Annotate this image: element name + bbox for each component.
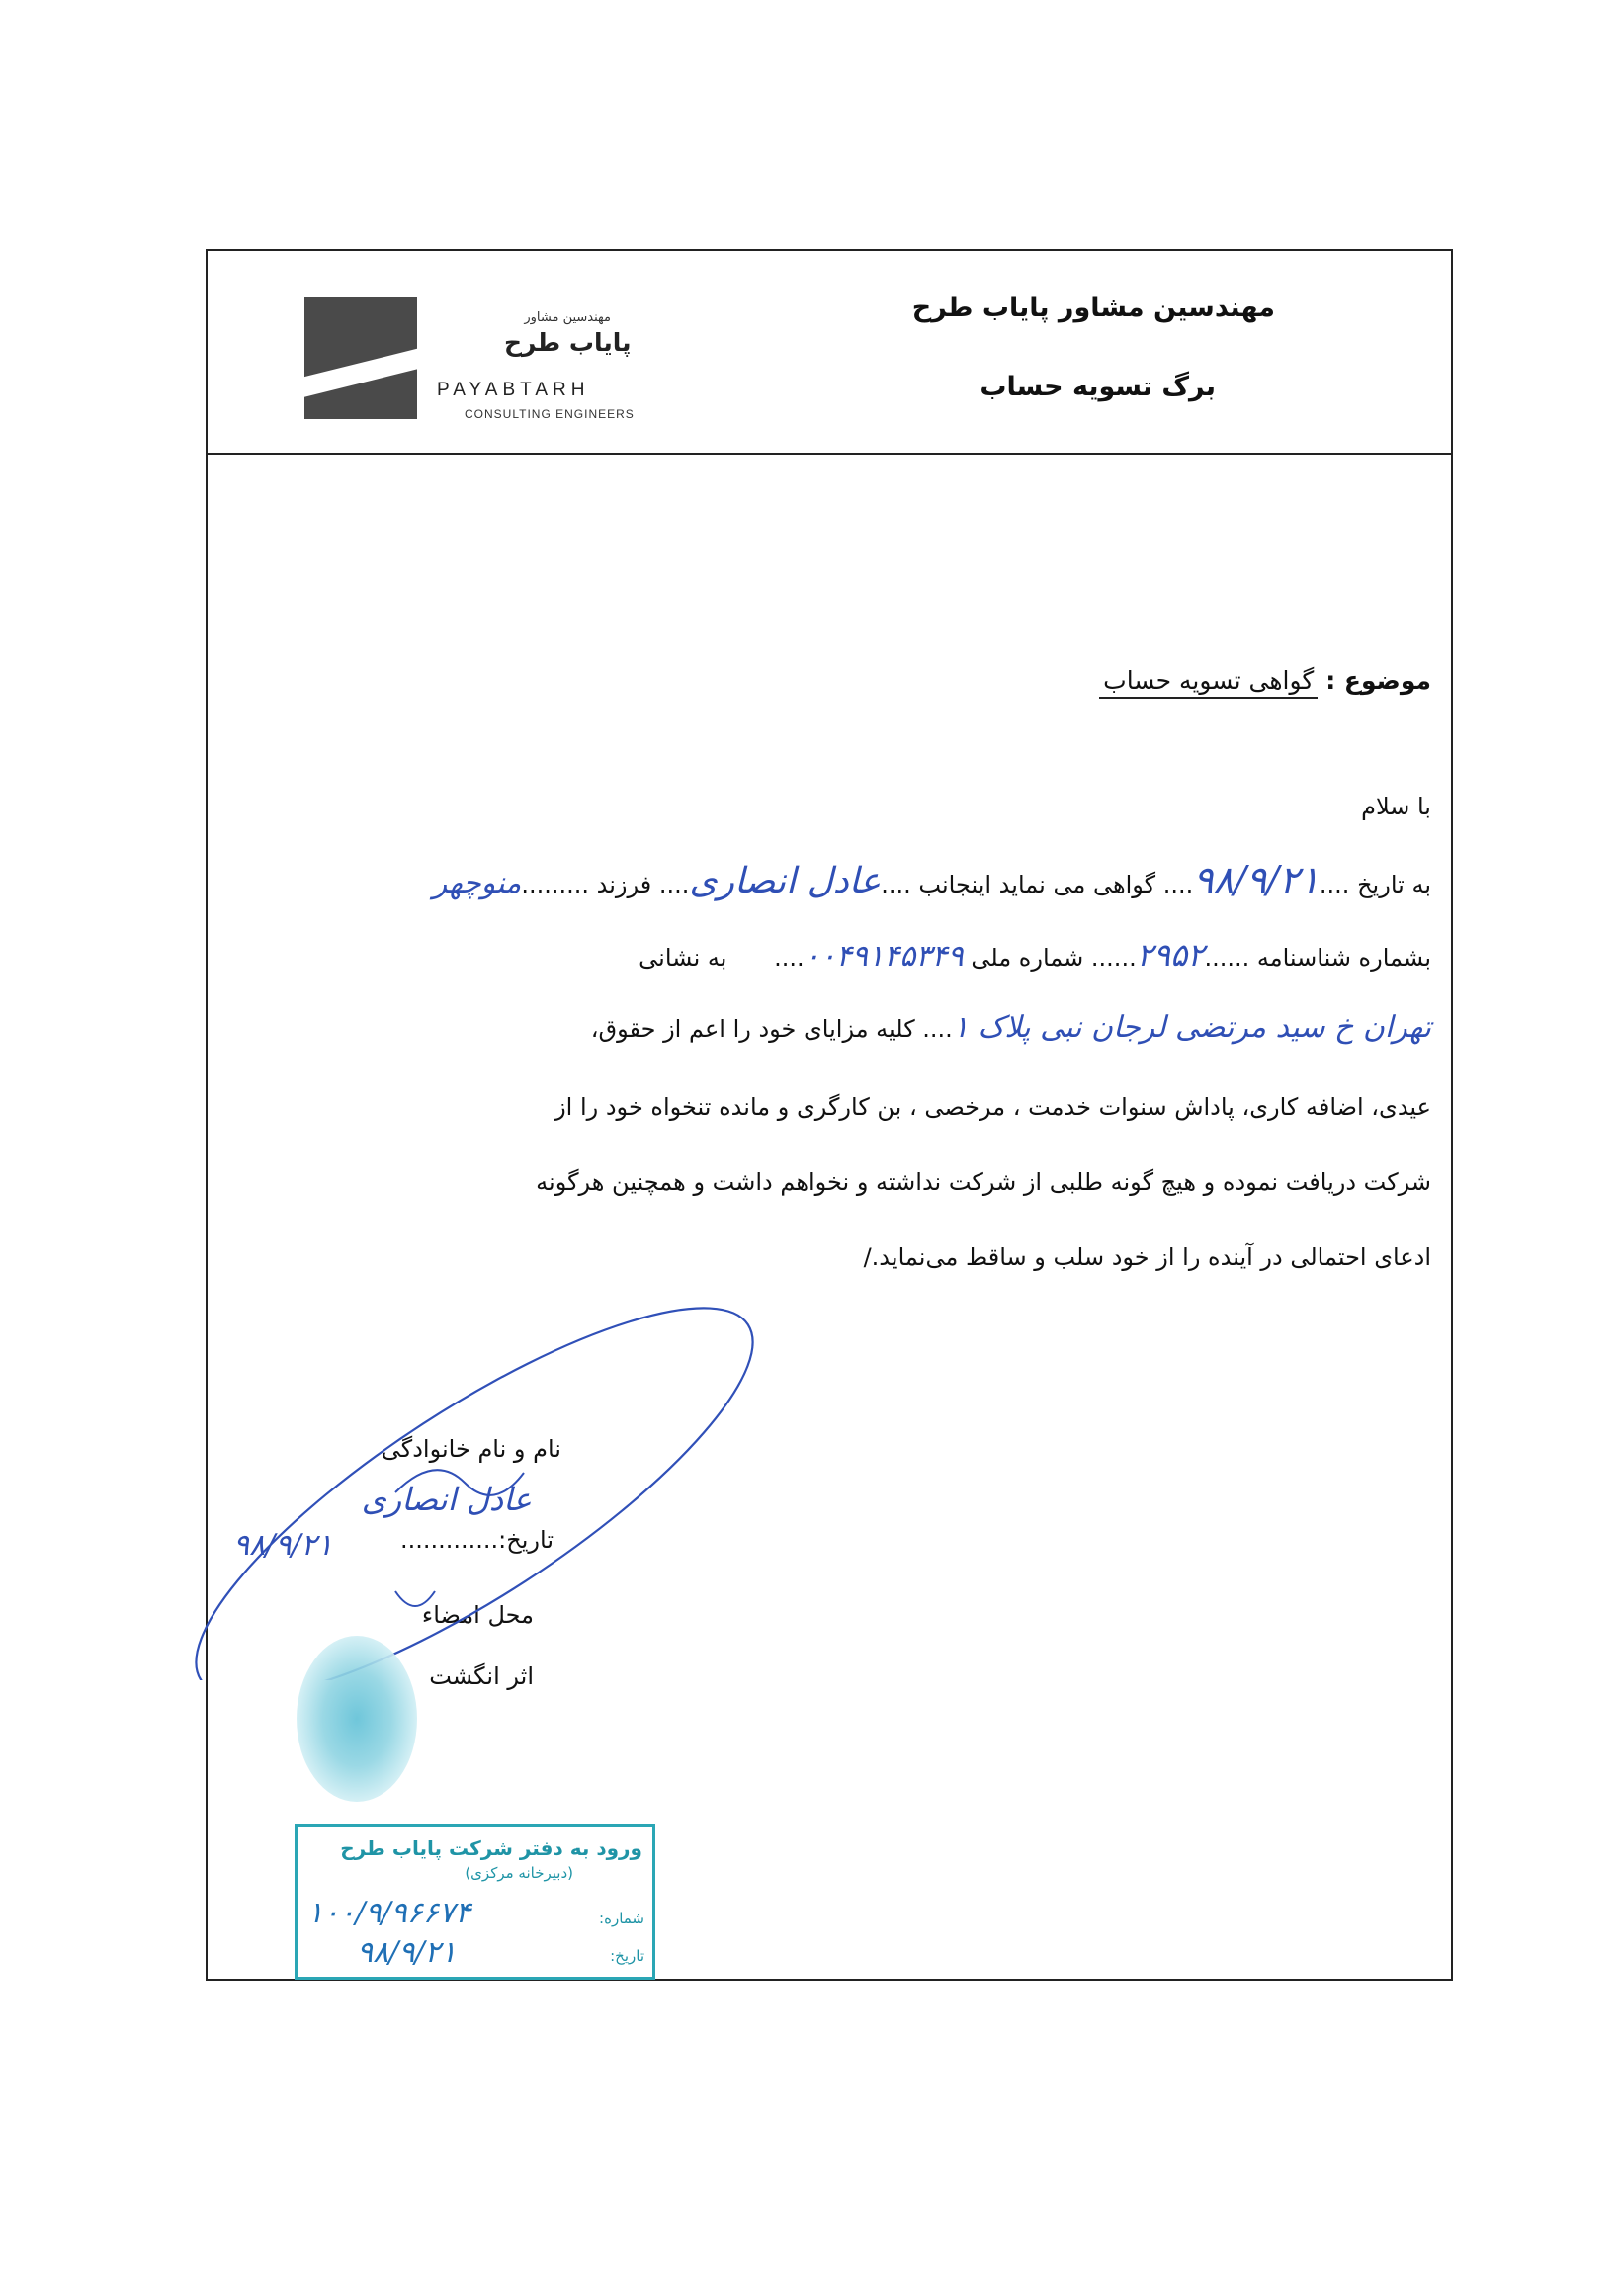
logo-fa-name: پایاب طرح xyxy=(504,328,632,357)
stamp-title: ورود به دفتر شرکت پایاب طرح xyxy=(340,1836,642,1860)
form-title: برگ تسویه حساب xyxy=(980,372,1216,402)
handwritten-name: عادل انصاری xyxy=(689,861,882,901)
salutation: با سلام xyxy=(1361,793,1431,820)
date-label: تاریخ:............. xyxy=(399,1526,554,1554)
document-header xyxy=(208,251,1451,455)
logo-fa-small: مهندسین مشاور xyxy=(524,310,611,325)
handwritten-sign-date: ۹۸/۹/۲۱ xyxy=(233,1528,333,1563)
handwritten-national-id: ۰۰۴۹۱۴۵۳۴۹ xyxy=(804,939,964,974)
subject-line xyxy=(1099,666,1431,695)
logo-en-subtitle: CONSULTING ENGINEERS xyxy=(465,407,635,421)
stamp-number-value: ۱۰۰/۹/۹۶۶۷۴ xyxy=(307,1896,471,1930)
body-line-1: به تاریخ ....۹۸/۹/۲۱.... گواهی می نماید اینجانب ....عادل انصاری.... فرزند .........منوچهر xyxy=(432,858,1431,901)
handwritten-id-number: ۲۹۵۲ xyxy=(1136,936,1205,974)
handwritten-date: ۹۸/۹/۲۱ xyxy=(1193,858,1320,901)
stamp-date-label: تاریخ: xyxy=(610,1947,644,1965)
signature-scribble xyxy=(138,1295,810,1680)
body-line-4: عیدی، اضافه کاری، پاداش سنوات خدمت ، مرخصی ، بن کارگری و مانده تنخواه خود را از xyxy=(554,1093,1431,1121)
company-name: مهندسین مشاور پایاب طرح xyxy=(911,293,1275,323)
stamp-subtitle: (دبیرخانه مرکزی) xyxy=(465,1864,573,1882)
body-line-3: تهران خ سید مرتضی لرجان نبی پلاک ۱.... کلیه مزایای خود را اعم از حقوق، xyxy=(590,1010,1431,1045)
logo-mark-icon xyxy=(304,297,417,419)
handwritten-father-name: منوچهر xyxy=(432,866,522,900)
stamp-number-label: شماره: xyxy=(599,1910,644,1927)
subject-value: گواهی تسویه حساب xyxy=(1099,666,1318,699)
body-line-6: ادعای احتمالی در آینده را از خود سلب و ساقط می‌نماید./ xyxy=(863,1243,1431,1271)
handwritten-signatory-name: عادل انصاری xyxy=(361,1481,532,1518)
fingerprint-label: اثر انگشت xyxy=(429,1662,534,1690)
name-label: نام و نام خانوادگی xyxy=(381,1435,561,1463)
fingerprint-mark xyxy=(297,1636,417,1802)
handwritten-address: تهران خ سید مرتضی لرجان نبی پلاک ۱ xyxy=(952,1010,1431,1045)
registry-stamp xyxy=(295,1824,655,1980)
signature-place-label: محل امضاء xyxy=(421,1601,534,1629)
logo-en-name: PAYABTARH xyxy=(437,380,590,400)
stamp-date-value: ۹۸/۹/۲۱ xyxy=(357,1935,457,1970)
subject-label: موضوع : xyxy=(1325,666,1431,695)
body-line-5: شرکت دریافت نموده و هیچ گونه طلبی از شرکت نداشته و نخواهم داشت و همچنین هرگونه xyxy=(536,1168,1431,1196)
body-line-2: بشماره شناسنامه ......۲۹۵۲...... شماره ملی ۰۰۴۹۱۴۵۳۴۹.... به نشانی xyxy=(639,936,1431,974)
